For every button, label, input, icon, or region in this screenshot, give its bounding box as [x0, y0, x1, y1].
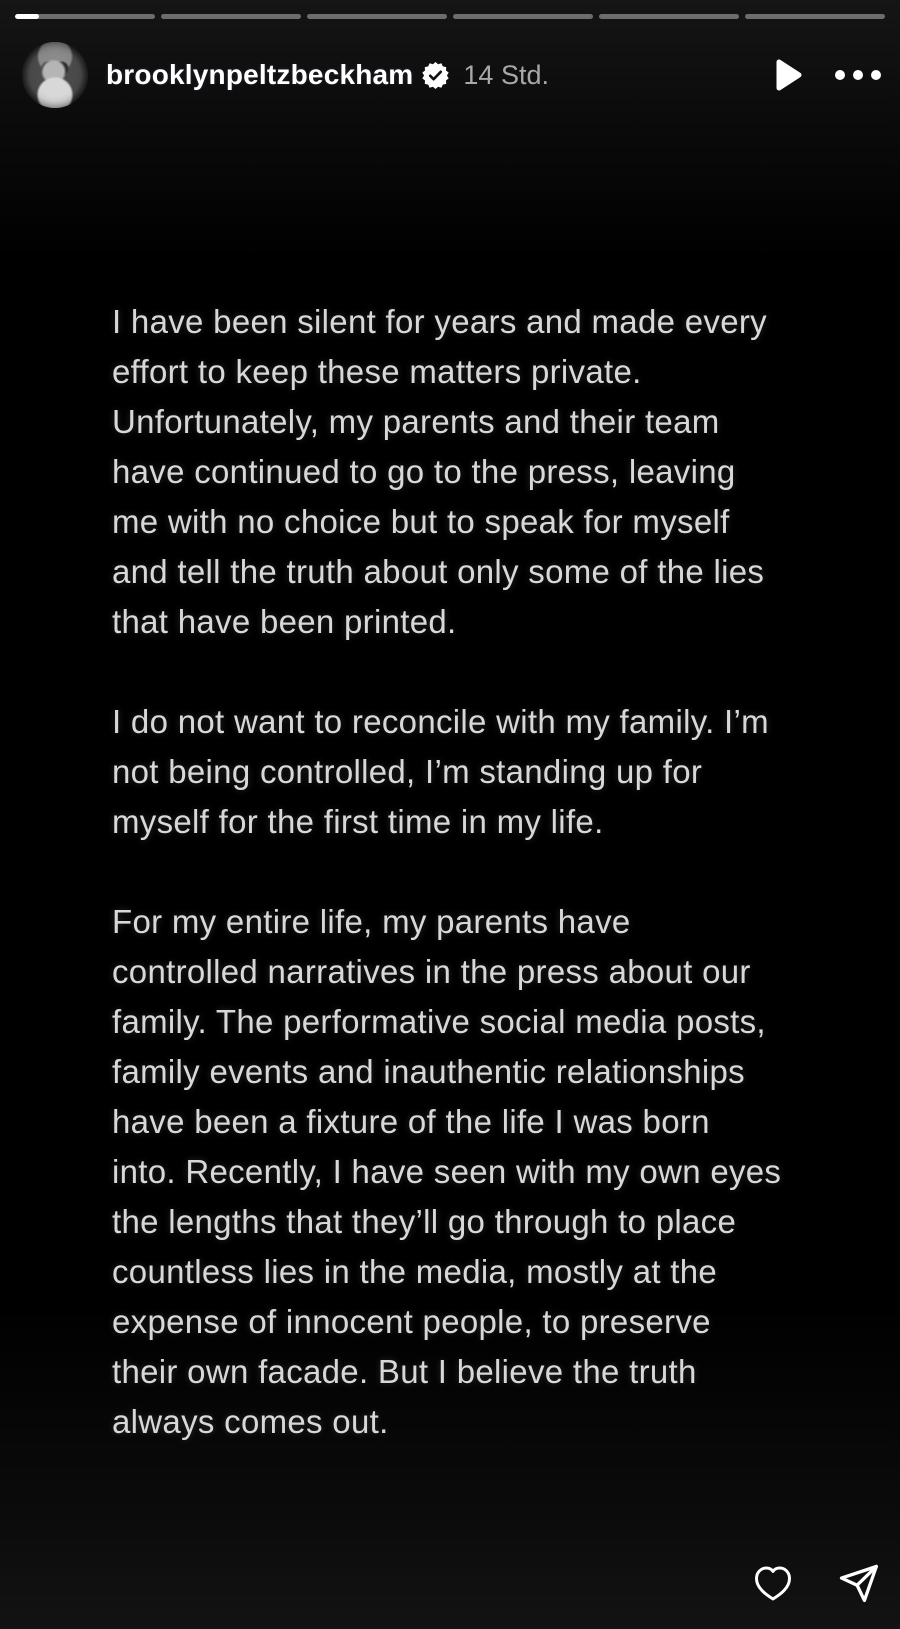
- progress-segment: [161, 14, 301, 19]
- story-text-line: that have been printed.: [112, 603, 457, 640]
- story-text-line: have continued to go to the press, leaving: [112, 453, 736, 490]
- story-progress-bar: [15, 14, 885, 19]
- story-text-line: controlled narratives in the press about our: [112, 953, 751, 990]
- username[interactable]: brooklynpeltzbeckham: [106, 59, 414, 90]
- play-icon: [772, 57, 804, 93]
- like-button[interactable]: [752, 1563, 794, 1603]
- heart-icon: [752, 1563, 794, 1603]
- story-text-line: always comes out.: [112, 1403, 389, 1440]
- story-text-line: expense of innocent people, to preserve: [112, 1303, 711, 1340]
- footer-actions: [752, 1561, 880, 1605]
- verified-badge-icon: [422, 62, 449, 89]
- more-options-button[interactable]: [834, 69, 882, 81]
- header-controls: [772, 57, 882, 93]
- paper-plane-icon: [836, 1561, 880, 1605]
- story-text-line: not being controlled, I’m standing up for: [112, 753, 703, 790]
- story-text-line: I have been silent for years and made every: [112, 303, 767, 340]
- avatar[interactable]: [22, 42, 88, 108]
- story-text-line: and tell the truth about only some of the lies: [112, 553, 765, 590]
- story-text-line: into. Recently, I have seen with my own eyes: [112, 1153, 782, 1190]
- story-paragraph: [112, 697, 812, 847]
- progress-segment: [745, 14, 885, 19]
- story-text-line: the lengths that they’ll go through to place: [112, 1203, 737, 1240]
- user-line: [106, 59, 549, 91]
- story-text: [112, 297, 812, 1497]
- timestamp: 14 Std.: [463, 59, 549, 90]
- story-text-line: I do not want to reconcile with my family. I’m: [112, 703, 769, 740]
- story-text-line: effort to keep these matters private.: [112, 353, 642, 390]
- story-header: [22, 40, 882, 110]
- story-text-line: family. The performative social media posts,: [112, 1003, 766, 1040]
- play-button[interactable]: [772, 57, 804, 93]
- story-text-line: myself for the first time in my life.: [112, 803, 604, 840]
- story-text-line: For my entire life, my parents have: [112, 903, 631, 940]
- story-text-line: me with no choice but to speak for myself: [112, 503, 730, 540]
- share-button[interactable]: [836, 1561, 880, 1605]
- progress-segment: [15, 14, 155, 19]
- story-text-line: their own facade. But I believe the truth: [112, 1353, 697, 1390]
- progress-segment: [307, 14, 447, 19]
- story-text-line: family events and inauthentic relationships: [112, 1053, 745, 1090]
- progress-segment: [599, 14, 739, 19]
- story-text-line: Unfortunately, my parents and their team: [112, 403, 720, 440]
- story-paragraph: [112, 297, 812, 647]
- progress-segment: [453, 14, 593, 19]
- story-text-line: have been a fixture of the life I was born: [112, 1103, 710, 1140]
- story-paragraph: [112, 897, 812, 1447]
- story-text-line: countless lies in the media, mostly at the: [112, 1253, 718, 1290]
- progress-fill: [15, 14, 39, 19]
- more-options-icon: [834, 69, 882, 81]
